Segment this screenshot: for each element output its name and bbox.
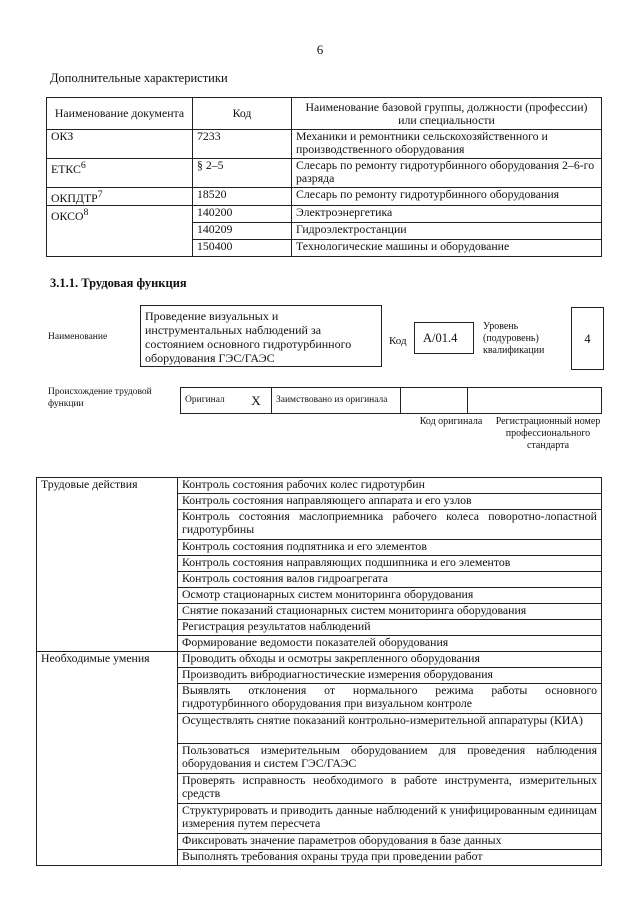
list-item: Фиксировать значение параметров оборудования в базе данных xyxy=(178,834,602,850)
table-row xyxy=(47,130,602,159)
name-cell: Слесарь по ремонту гидротурбинного оборудования xyxy=(292,188,602,206)
list-item: Снятие показаний стационарных систем мониторинга оборудования xyxy=(178,604,602,620)
table-row xyxy=(37,478,602,494)
list-item: Контроль состояния валов гидроагрегата xyxy=(178,572,602,588)
list-item: Выявлять отклонения от нормального режима работы основного гидротурбинного оборудования при визуальном контроле xyxy=(178,684,602,714)
header-group: Наименование базовой группы, должности (профессии) или специальности xyxy=(292,98,602,130)
list-item: Контроль состояния подпятника и его элементов xyxy=(178,540,602,556)
code-cell: 150400 xyxy=(193,239,292,256)
list-item: Пользоваться измерительным оборудованием для проведения наблюдения оборудования и систем ГЭС/ГАЭС xyxy=(178,744,602,774)
function-name-box: Проведение визуальных и инструментальных наблюдений за состоянием основного гидротурбинного оборудования ГЭС/ГАЭС xyxy=(140,305,382,367)
list-item: Проводить обходы и осмотры закрепленного оборудования xyxy=(178,652,602,668)
list-item: Регистрация результатов наблюдений xyxy=(178,620,602,636)
list-item: Проверять исправность необходимого в работе инструмента, измерительных средств xyxy=(178,774,602,804)
section-title: Дополнительные характеристики xyxy=(50,71,228,85)
name-cell: Гидроэлектростанции xyxy=(292,222,602,239)
doc-cell: ОКЗ xyxy=(47,130,193,159)
table-row xyxy=(37,652,602,668)
code-cell: 140209 xyxy=(193,222,292,239)
list-item: Контроль состояния рабочих колес гидротурбин xyxy=(178,478,602,494)
list-item: Осуществлять снятие показаний контрольно-измерительной аппаратуры (КИА) xyxy=(178,714,602,744)
borrowed-label: Заимствовано из оригинала xyxy=(272,388,401,414)
level-box: 4 xyxy=(571,307,604,370)
name-cell: Электроэнергетика xyxy=(292,205,602,222)
function-title: 3.1.1. Трудовая функция xyxy=(50,276,187,290)
table-row xyxy=(47,188,602,206)
code-original-cell xyxy=(401,388,468,414)
table-row xyxy=(47,205,602,222)
level-label: Уровень (подуровень) квалификации xyxy=(483,321,545,356)
origin-label: Происхождение трудовой функции xyxy=(48,387,152,409)
page-number: 6 xyxy=(316,42,324,57)
skills-label: Необходимые умения xyxy=(37,652,178,866)
code-cell: 18520 xyxy=(193,188,292,206)
list-item: Контроль состояния направляющего аппарата и его узлов xyxy=(178,494,602,510)
function-details-table xyxy=(36,477,602,866)
footnote-mark: 6 xyxy=(80,160,86,171)
name-label: Наименование xyxy=(48,332,108,342)
footnote-mark: 8 xyxy=(83,206,89,218)
original-label: Оригинал xyxy=(181,388,242,414)
doc-cell: ЕТКС$^6$ xyxy=(47,159,193,188)
list-item: Формирование ведомости показателей оборудования xyxy=(178,636,602,652)
origin-table xyxy=(180,387,602,414)
list-item: Производить вибродиагностические измерения оборудования xyxy=(178,668,602,684)
name-cell: Слесарь по ремонту гидротурбинного оборудования 2–6-го разряда xyxy=(292,159,602,188)
actions-label: Трудовые действия xyxy=(37,478,178,652)
code-cell: 7233 xyxy=(193,130,292,159)
footnote-mark: 7 xyxy=(97,189,103,200)
additional-characteristics-table xyxy=(46,97,602,257)
list-item: Осмотр стационарных систем мониторинга оборудования xyxy=(178,588,602,604)
function-code-box: А/01.4 xyxy=(414,322,474,354)
name-cell: Механики и ремонтники сельскохозяйственного и производственного оборудования xyxy=(292,130,602,159)
list-item: Выполнять требования охраны труда при проведении работ xyxy=(178,850,602,866)
list-item: Контроль состояния маслоприемника рабочего колеса поворотно-лопастной гидротурбины xyxy=(178,510,602,540)
code-cell: 140200 xyxy=(193,205,292,222)
code-original-label: Код оригинала xyxy=(419,416,483,427)
reg-number-label: Регистрационный номер профессионального стандарта xyxy=(495,416,601,451)
doc-cell: ОКСО$^8$ xyxy=(47,205,193,256)
doc-cell: ОКПДТР$^7$ xyxy=(47,188,193,206)
original-mark: X xyxy=(241,388,272,414)
reg-number-cell xyxy=(468,388,602,414)
table-header-row xyxy=(47,98,602,130)
table-row xyxy=(47,159,602,188)
name-cell: Технологические машины и оборудование xyxy=(292,239,602,256)
code-cell: § 2–5 xyxy=(193,159,292,188)
header-code: Код xyxy=(193,98,292,130)
list-item: Контроль состояния направляющих подшипника и его элементов xyxy=(178,556,602,572)
list-item: Структурировать и приводить данные наблюдений к унифицированным единицам измерения путем пересчета xyxy=(178,804,602,834)
header-document: Наименование документа xyxy=(47,98,193,130)
code-label: Код xyxy=(389,335,407,347)
